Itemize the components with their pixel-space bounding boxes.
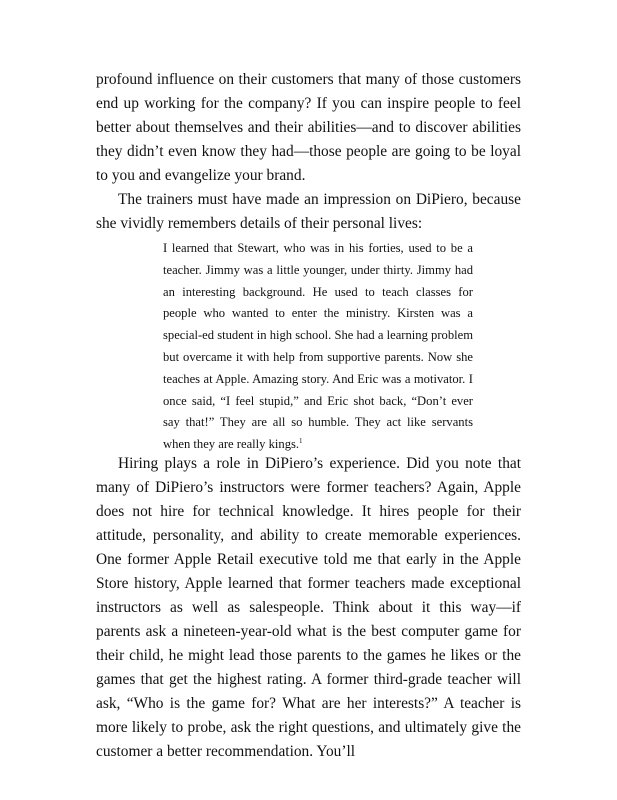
block-quote-dipiero: [163, 238, 473, 456]
block-quote-text: I learned that Stewart, who was in his forties, used to be a teacher. Jimmy was a little younger, under thirty. Jimmy had an interesting background. He used to teach classes for people who wanted to enter the ministry. Kirsten was a special-ed student in high school. She had a learning problem but overcame it with help from supportive parents. Now she teaches at Apple. Amazing story. And Eric was a motivator. I once said, “I feel stupid,” and Eric shot back, “Don’t ever say that!” They are all so humble. They act like servants when they are really kings.: [163, 241, 473, 452]
paragraph-trainers-impression: The trainers must have made an impression on DiPiero, because she vividly remembers details of their personal lives:: [96, 191, 521, 232]
paragraph-customers-working: profound influence on their customers that many of those customers end up working for the company? If you can inspire people to feel better about themselves and their abilities—and to discover abilities they didn’t even know they had—those people are going to be loyal to you and evangelize your brand.: [96, 71, 521, 184]
paragraph-hiring: Hiring plays a role in DiPiero’s experience. Did you note that many of DiPiero’s instructors were former teachers? Again, Apple does not hire for technical knowledge. It hires people for their attitude, personality, and ability to create memorable experiences. One former Apple Retail executive told me that early in the Apple Store history, Apple learned that former teachers made exceptional instructors as well as salespeople. Think about it this way—if parents ask a nineteen-year-old what is the best computer game for their child, he might lead those parents to the games he likes or the games that get the highest rating. A former third-grade teacher will ask, “Who is the game for? What are her interests?” A teacher is more likely to probe, ask the right questions, and ultimately give the customer a better recommendation. You’ll: [96, 455, 521, 760]
footnote-marker: 1: [299, 436, 303, 445]
